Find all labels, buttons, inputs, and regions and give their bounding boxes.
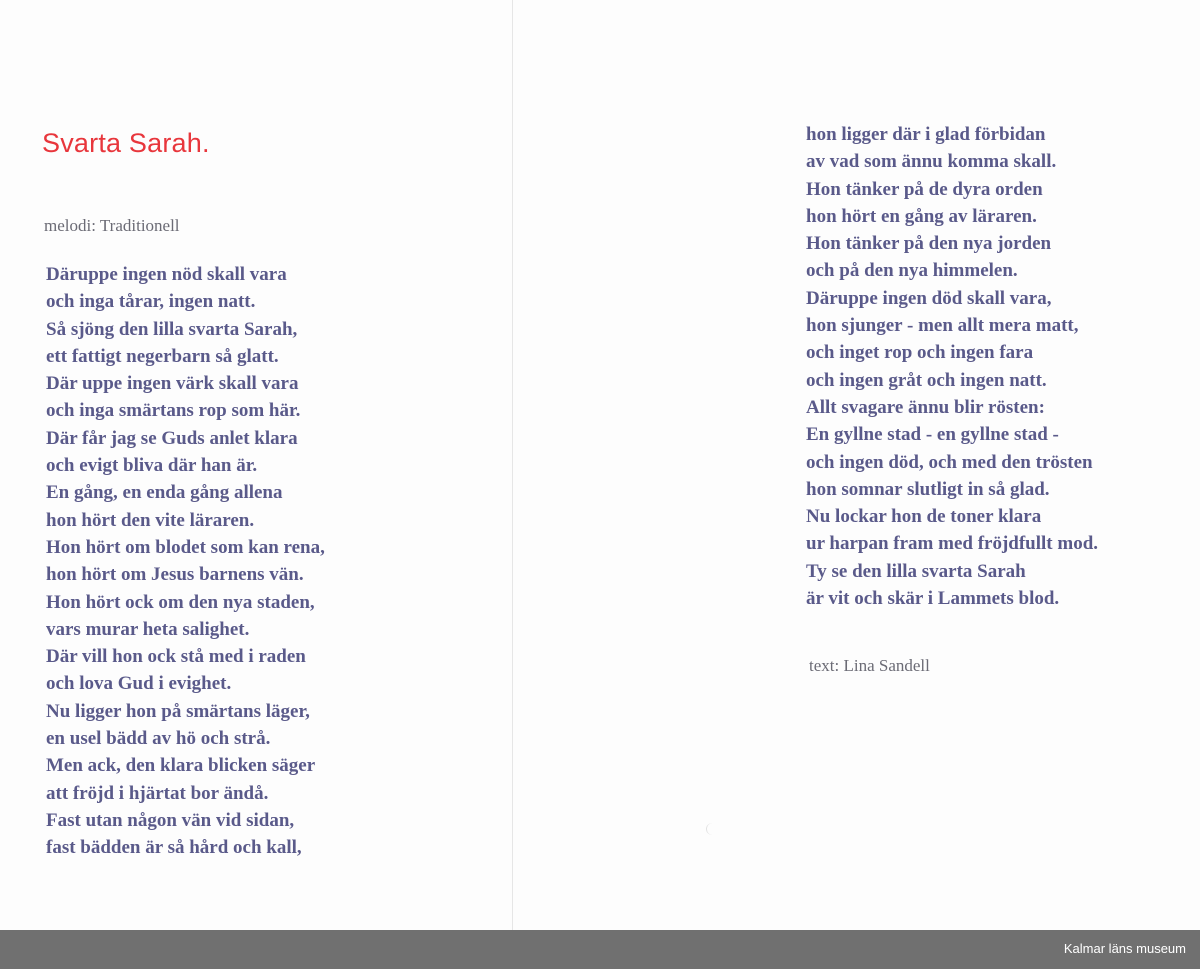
lyric-line: är vit och skär i Lammets blod. [806,588,1060,610]
lyrics-right-column [806,121,1098,612]
footer-bar [0,930,1200,969]
lyric-line: Hon hört om blodet som kan rena, [46,536,325,558]
lyric-line: vars murar heta salighet. [46,618,250,640]
lyric-line: ur harpan fram med fröjdfullt mod. [806,533,1099,555]
lyric-line: Men ack, den klara blicken säger [46,755,316,777]
lyrics-author-credit: text: Lina Sandell [809,656,930,675]
lyric-line: Hon tänker på de dyra orden [806,178,1043,200]
song-title: Svarta Sarah. [42,128,210,158]
museum-name: Kalmar läns museum [1063,941,1186,956]
lyrics-left-column [46,261,325,862]
lyric-line: Så sjöng den lilla svarta Sarah, [46,318,298,340]
lyric-line: Allt svagare ännu blir rösten: [806,396,1045,418]
lyric-line: hon sjunger - men allt mera matt, [806,315,1079,337]
lyric-line: Hon tänker på den nya jorden [806,233,1052,255]
lyric-line: ett fattigt negerbarn så glatt. [46,345,279,367]
melody-credit: melodi: Traditionell [44,216,180,235]
lyric-line: och evigt bliva där han är. [46,455,258,477]
lyric-line: och ingen död, och med den trösten [806,451,1093,473]
lyric-line: hon hört om Jesus barnens vän. [46,564,304,586]
paper-mark [706,823,719,835]
lyric-line: Där får jag se Guds anlet klara [46,427,298,449]
lyric-line: Fast utan någon vän vid sidan, [46,809,295,831]
lyric-line: en usel bädd av hö och strå. [46,728,271,750]
lyric-line: hon hört en gång av läraren. [806,205,1037,227]
lyric-line: Däruppe ingen nöd skall vara [46,264,287,285]
lyric-line: Nu lockar hon de toner klara [806,506,1042,528]
lyric-line: och på den nya himmelen. [806,260,1018,282]
lyric-line: En gång, en enda gång allena [46,482,283,504]
lyric-line: hon ligger där i glad förbidan [806,124,1046,145]
page-fold-divider [512,0,513,930]
lyric-line: av vad som ännu komma skall. [806,151,1057,173]
lyric-line: En gyllne stad - en gyllne stad - [806,424,1059,446]
lyric-line: hon somnar slutligt in så glad. [806,478,1050,500]
lyric-line: Ty se den lilla svarta Sarah [806,560,1026,582]
lyric-line: och lova Gud i evighet. [46,673,232,695]
lyric-line: Nu ligger hon på smärtans läger, [46,700,310,722]
lyric-line: fast bädden är så hård och kall, [46,837,302,859]
lyric-line: Där uppe ingen värk skall vara [46,373,299,395]
lyric-line: Däruppe ingen död skall vara, [806,287,1052,309]
lyric-line: och ingen gråt och ingen natt. [806,369,1047,391]
lyric-line: att fröjd i hjärtat bor ändå. [46,782,269,804]
lyric-line: Där vill hon ock stå med i raden [46,646,306,668]
lyric-line: hon hört den vite läraren. [46,509,255,531]
lyric-line: Hon hört ock om den nya staden, [46,591,315,613]
lyric-line: och inga smärtans rop som här. [46,400,301,422]
lyric-line: och inget rop och ingen fara [806,342,1034,364]
lyric-line: och inga tårar, ingen natt. [46,291,256,313]
